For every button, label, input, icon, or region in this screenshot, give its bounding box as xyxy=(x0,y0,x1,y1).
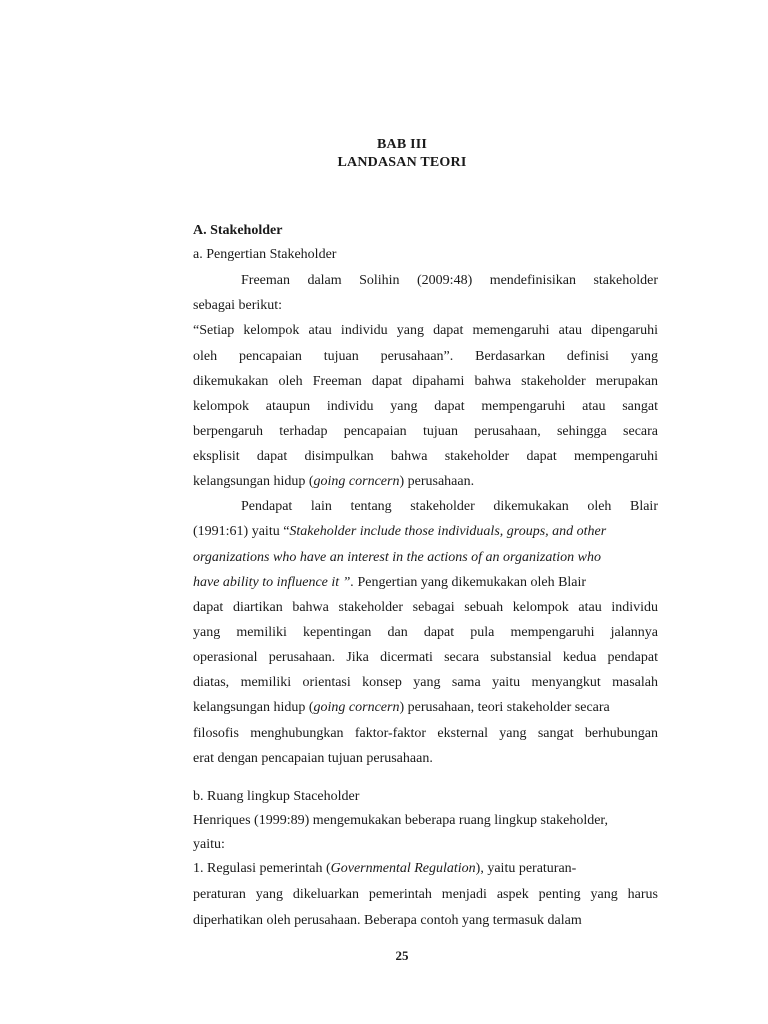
chapter-title: LANDASAN TEORI xyxy=(337,155,467,170)
paragraph-line: eksplisit dapat disimpulkan bahwa stakeholder dapat mempengaruhi xyxy=(193,449,658,464)
paragraph-line: operasional perusahaan. Jika dicermati secara substansial kedua pendapat xyxy=(193,650,658,665)
paragraph-line xyxy=(193,699,658,717)
paragraph-line: dapat diartikan bahwa stakeholder sebagai sebuah kelompok atau individu xyxy=(193,600,658,615)
paragraph-line: filosofis menghubungkan faktor-faktor eksternal yang sangat berhubungan xyxy=(193,726,658,741)
text-run: ) perusahaan, teori stakeholder secara xyxy=(399,700,610,715)
section-title: A. Stakeholder xyxy=(193,223,283,238)
italic-term: going corncern xyxy=(313,700,400,715)
text-run: ) perusahaan. xyxy=(399,474,475,489)
italic-quote: have ability to influence it ”. xyxy=(193,575,354,590)
subsection-title-a: a. Pengertian Stakeholder xyxy=(193,247,337,262)
paragraph-line: kelompok ataupun individu yang dapat mempengaruhi atau sangat xyxy=(193,399,658,414)
paragraph-line: erat dengan pencapaian tujuan perusahaan. xyxy=(193,751,433,766)
paragraph-line: “Setiap kelompok atau individu yang dapat memengaruhi atau dipengaruhi xyxy=(193,323,658,338)
paragraph-line: sebagai berikut: xyxy=(193,298,283,313)
paragraph-line: Pendapat lain tentang stakeholder dikemukakan oleh Blair xyxy=(241,499,658,514)
text-run: 1. Regulasi pemerintah ( xyxy=(193,861,331,876)
subsection-title-b: b. Ruang lingkup Staceholder xyxy=(193,789,360,804)
paragraph-line: oleh pencapaian tujuan perusahaan”. Berdasarkan definisi yang xyxy=(193,349,658,364)
paragraph-line xyxy=(193,523,658,541)
text-run: ), yaitu peraturan- xyxy=(475,861,577,876)
text-run: Pengertian yang dikemukakan oleh Blair xyxy=(353,575,587,590)
page-number: 25 xyxy=(395,948,409,963)
text-run: kelangsungan hidup ( xyxy=(193,700,314,715)
paragraph-line: organizations who have an interest in the actions of an organization who xyxy=(193,550,601,565)
italic-term: going corncern xyxy=(313,474,400,489)
italic-term: Governmental Regulation xyxy=(330,861,476,876)
paragraph-line: Henriques (1999:89) mengemukakan beberapa ruang lingkup stakeholder, xyxy=(193,813,609,828)
paragraph-line: diatas, memiliki orientasi konsep yang sama yaitu menyangkut masalah xyxy=(193,675,658,690)
paragraph-line: dikemukakan oleh Freeman dapat dipahami bahwa stakeholder merupakan xyxy=(193,374,658,389)
paragraph-line: Freeman dalam Solihin (2009:48) mendefinisikan stakeholder xyxy=(241,273,658,288)
list-item-line xyxy=(193,860,658,878)
paragraph-line xyxy=(193,473,658,491)
list-item-line: peraturan yang dikeluarkan pemerintah menjadi aspek penting yang harus xyxy=(193,887,658,902)
paragraph-line: yaitu: xyxy=(193,837,225,852)
chapter-number: BAB III xyxy=(376,137,428,152)
list-item-line: diperhatikan oleh perusahaan. Beberapa contoh yang termasuk dalam xyxy=(193,913,582,928)
text-run: kelangsungan hidup ( xyxy=(193,474,314,489)
paragraph-line xyxy=(193,574,658,592)
paragraph-line: berpengaruh terhadap pencapaian tujuan perusahaan, sehingga secara xyxy=(193,424,658,439)
paragraph-line: yang memiliki kepentingan dan dapat pula mempengaruhi jalannya xyxy=(193,625,658,640)
italic-quote: Stakeholder include those individuals, groups, and other xyxy=(289,524,607,539)
text-run: (1991:61) yaitu “ xyxy=(193,524,290,539)
